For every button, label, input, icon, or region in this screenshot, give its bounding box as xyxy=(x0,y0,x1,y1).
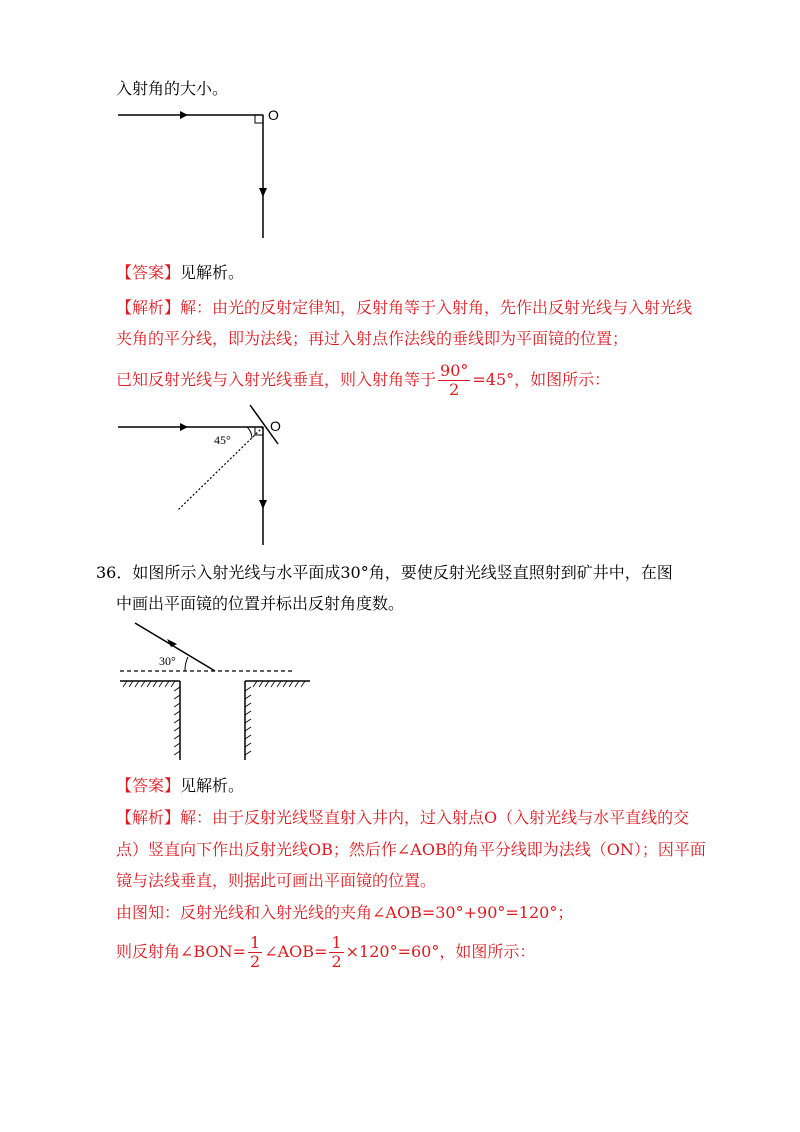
angle-30-label: 30° xyxy=(159,654,176,668)
fraction-numerator: 90° xyxy=(440,361,469,380)
explanation-1-text-1: 解：由光的反射定律知，反射角等于入射角，先作出反射光线与入射光线 xyxy=(180,298,693,317)
fraction-denominator: 2 xyxy=(331,952,342,971)
fraction-1-over-2-b xyxy=(329,934,343,971)
fraction-90-over-2 xyxy=(438,362,470,399)
explanation-2-line-1 xyxy=(116,807,689,829)
angle-arc xyxy=(185,657,188,671)
explanation-2-line-2: 点）竖直向下作出反射光线OB；然后作∠AOB的角平分线即为法线（ON）；因平面 xyxy=(116,840,706,859)
explanation-1-line-1 xyxy=(116,297,692,319)
explanation-1-label: 【解析】 xyxy=(116,298,181,317)
reflected-arrow xyxy=(259,188,267,197)
explanation-1-text-3a: 已知反射光线与入射光线垂直，则入射角等于 xyxy=(116,370,437,389)
reflected-arrow xyxy=(259,500,267,509)
fraction-1-over-2-a xyxy=(248,934,262,971)
explanation-2-text-5c: ×120°=60°，如图所示： xyxy=(345,942,536,961)
answer-2-text: 见解析。 xyxy=(180,776,245,795)
right-angle-mark xyxy=(255,115,263,123)
answer-2-label: 【答案】 xyxy=(116,776,181,795)
fraction-denominator: 2 xyxy=(449,380,460,399)
explanation-2-line-4: 由图知：反射光线和入射光线的夹角∠AOB=30°+90°=120°； xyxy=(116,903,574,922)
fraction-denominator: 2 xyxy=(250,952,261,971)
question-36-text-1: 如图所示入射光线与水平面成30°角，要使反射光线竖直照射到矿井中，在图 xyxy=(132,563,673,582)
figure-1-diagram xyxy=(110,100,290,245)
angle-arc xyxy=(247,427,252,438)
question-36-line-2: 中画出平面镜的位置并标出反射角度数。 xyxy=(116,594,405,613)
explanation-2-line-3: 镜与法线垂直，则据此可画出平面镜的位置。 xyxy=(116,871,437,890)
question-number: 36． xyxy=(96,563,133,582)
explanation-2-text-5a: 则反射角∠BON= xyxy=(116,942,246,961)
answer-1-text: 见解析。 xyxy=(180,263,245,282)
point-o-label: O xyxy=(268,107,279,123)
point-o-label: O xyxy=(270,418,281,434)
fraction-numerator: 1 xyxy=(331,933,342,952)
explanation-1-line-2: 夹角的平分线，即为法线；再过入射点作法线的垂线即为平面镜的位置； xyxy=(116,329,629,348)
explanation-1-line-3 xyxy=(116,360,610,400)
explanation-2-line-5 xyxy=(116,932,535,972)
explanation-2-text-1: 解：由于反射光线竖直射入井内，过入射点O（入射光线与水平直线的交 xyxy=(180,808,690,827)
explanation-1-text-3b: =45°，如图所示： xyxy=(472,370,611,389)
angle-45-label: 45° xyxy=(214,433,231,447)
figure-3-diagram xyxy=(115,615,315,765)
incident-arrow xyxy=(180,423,188,431)
explanation-2-text-5b: ∠AOB= xyxy=(264,942,328,961)
answer-1-label: 【答案】 xyxy=(116,263,181,282)
answer-2 xyxy=(116,775,244,797)
question-36-line-1 xyxy=(96,562,673,584)
figure-2-diagram xyxy=(110,400,300,550)
explanation-2-label: 【解析】 xyxy=(116,808,181,827)
fraction-numerator: 1 xyxy=(250,933,261,952)
incident-arrow xyxy=(180,111,188,119)
ground-hatching xyxy=(123,681,305,755)
intro-text: 入射角的大小。 xyxy=(116,79,229,98)
answer-1 xyxy=(116,262,244,284)
